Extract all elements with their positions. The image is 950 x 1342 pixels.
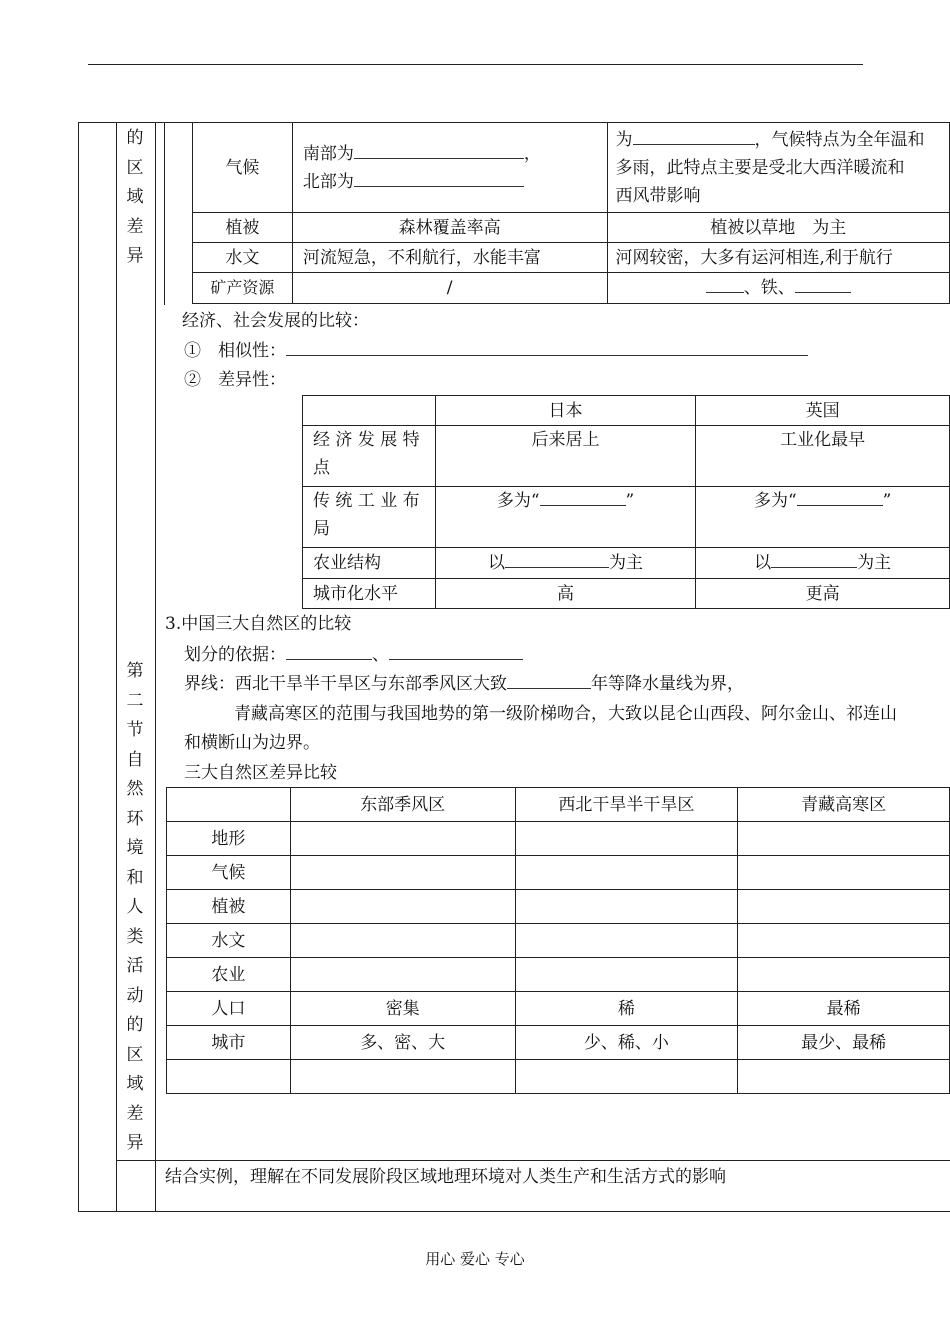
zones-header-cell: 青藏高寒区 — [738, 788, 950, 822]
japan-industry-blank[interactable] — [540, 489, 626, 506]
japan-agri-blank[interactable] — [505, 551, 609, 568]
zones-cell[interactable] — [290, 890, 515, 924]
vertical-char: 差 — [126, 1103, 144, 1124]
header-japan: 日本 — [435, 396, 696, 426]
zones-cell[interactable] — [738, 1060, 950, 1094]
table-row — [303, 548, 950, 579]
suffix: 为主 — [609, 553, 644, 573]
vertical-char: 域 — [126, 1074, 144, 1094]
zones-cell[interactable] — [290, 856, 515, 890]
zones-cell[interactable] — [515, 924, 738, 958]
table-header-row — [303, 396, 950, 426]
zones-row-label: 人口 — [167, 992, 291, 1026]
mineral-middle: / — [292, 273, 607, 304]
frame-inner-left — [164, 122, 165, 305]
uk-industry — [696, 487, 950, 548]
zones-cell[interactable] — [290, 958, 515, 992]
zones-cell[interactable] — [290, 924, 515, 958]
boundary-row — [184, 670, 744, 698]
difference-label: ② 差异性： — [184, 370, 286, 390]
prefix: 多为“ — [753, 491, 797, 511]
vertical-char: 动 — [126, 985, 144, 1006]
header-blank — [303, 396, 436, 426]
climate-blank[interactable] — [633, 128, 755, 145]
table-row — [167, 924, 950, 958]
qz-line2: 和横断山为边界。 — [184, 733, 320, 753]
frame-col2 — [155, 122, 156, 1212]
japan-uk-table — [302, 395, 950, 609]
table-row — [303, 426, 950, 487]
page-footer: 用心 爱心 专心 — [425, 1250, 525, 1268]
uk-industry-blank[interactable] — [797, 489, 883, 506]
vertical-char: 的 — [126, 1015, 144, 1035]
frame-left — [78, 122, 79, 1212]
south-blank[interactable] — [354, 142, 524, 159]
table-row — [167, 890, 950, 924]
boundary-a: 界线：西北干旱半干旱区与东部季风区大致 — [184, 674, 507, 694]
zones-cell[interactable] — [515, 856, 738, 890]
basis-blank-2[interactable] — [389, 643, 523, 660]
label-line1: 传 统 工 业 布 — [313, 491, 420, 511]
section-label-top — [117, 124, 153, 272]
hydrology-middle: 河流短急，不利航行，水能丰富 — [292, 243, 607, 273]
similarity-label: ① 相似性： — [184, 341, 286, 361]
table-row — [167, 856, 950, 890]
row-label-hydrology: 水文 — [193, 243, 293, 273]
vertical-char: 域 — [126, 187, 144, 207]
frame-note-divider — [116, 1160, 950, 1161]
zones-header-cell — [167, 788, 291, 822]
vertical-char: 二 — [126, 690, 144, 711]
label-econ-feature — [303, 426, 436, 487]
table-row — [167, 1026, 950, 1060]
vertical-char: 然 — [126, 779, 144, 799]
table-row — [303, 579, 950, 609]
label-urbanization: 城市化水平 — [303, 579, 436, 609]
china-heading: 3.中国三大自然区的比较 — [165, 614, 352, 634]
natural-compare-table — [192, 122, 950, 304]
vertical-char: 异 — [126, 1133, 144, 1153]
label-line2: 点 — [313, 458, 330, 478]
zones-row-label — [167, 1060, 291, 1094]
mineral-blank-1[interactable] — [706, 276, 744, 293]
japan-urbanization: 高 — [435, 579, 696, 609]
basis-sep: 、 — [372, 645, 389, 665]
table-row — [193, 123, 950, 213]
hydrology-right: 河网较密，大多有运河相连,利于航行 — [607, 243, 950, 273]
japan-industry — [435, 487, 696, 548]
vertical-char: 环 — [126, 808, 144, 829]
mineral-sep: 、铁、 — [743, 278, 795, 298]
boundary-blank[interactable] — [507, 672, 591, 689]
suffix: ” — [882, 491, 892, 511]
zones-header-cell: 西北干旱半干旱区 — [515, 788, 738, 822]
japan-agriculture — [435, 548, 696, 579]
zones-cell[interactable]: 少、稀、小 — [515, 1026, 738, 1060]
zones-cell[interactable] — [738, 958, 950, 992]
vertical-char: 人 — [126, 897, 144, 917]
row-label-climate: 气候 — [193, 123, 293, 213]
basis-blank-1[interactable] — [286, 643, 372, 660]
vertical-char: 和 — [126, 867, 144, 888]
vegetation-middle: 森林覆盖率高 — [292, 213, 607, 243]
vertical-char: 的 — [126, 128, 144, 148]
row-label-mineral: 矿产资源 — [193, 273, 293, 304]
climate-prefix: 为 — [615, 129, 633, 150]
zones-cell[interactable]: 最稀 — [738, 992, 950, 1026]
zones-cell[interactable] — [515, 822, 738, 856]
climate-rest: ，气候特点为全年温和 — [754, 129, 925, 150]
zones-cell[interactable] — [738, 822, 950, 856]
uk-econ: 工业化最早 — [696, 426, 950, 487]
zones-table — [166, 787, 950, 1094]
basis-label: 划分的依据： — [184, 645, 286, 665]
table-row — [167, 822, 950, 856]
vertical-char: 第 — [126, 661, 144, 681]
boundary-b: 年等降水量线为界， — [591, 674, 744, 694]
zones-cell[interactable] — [515, 890, 738, 924]
vertical-char: 异 — [126, 246, 144, 266]
zones-cell[interactable] — [515, 958, 738, 992]
table-row — [193, 213, 950, 243]
suffix: 为主 — [857, 553, 892, 573]
section-label-bottom — [117, 657, 153, 1159]
table-header-row — [167, 788, 950, 822]
prefix: 以 — [488, 553, 506, 573]
zones-cell[interactable] — [738, 856, 950, 890]
vertical-char: 境 — [126, 838, 144, 858]
zones-cell[interactable]: 密集 — [290, 992, 515, 1026]
vertical-char: 活 — [126, 956, 144, 976]
zones-row-label: 水文 — [167, 924, 291, 958]
prefix: 多为“ — [496, 491, 540, 511]
vertical-char: 自 — [126, 749, 144, 770]
zones-row-label: 气候 — [167, 856, 291, 890]
zones-cell[interactable] — [290, 1060, 515, 1094]
similarity-row — [184, 337, 808, 365]
table-row — [193, 273, 950, 304]
vertical-char: 区 — [126, 1044, 144, 1065]
climate-line2: 多雨，此特点主要是受北大西洋暖流和 — [615, 157, 905, 178]
north-blank[interactable] — [354, 170, 524, 187]
vertical-char: 差 — [126, 216, 144, 237]
zones-header-cell: 东部季风区 — [290, 788, 515, 822]
suffix: ” — [625, 491, 635, 511]
row-label-vegetation: 植被 — [193, 213, 293, 243]
south-label: 南部为 — [302, 143, 354, 164]
vegetation-right: 植被以草地 为主 — [607, 213, 950, 243]
label-industry-layout — [303, 487, 436, 548]
qz-line1: 青藏高寒区的范围与我国地势的第一级阶梯吻合，大致以昆仑山西段、阿尔金山、祁连山 — [234, 704, 897, 724]
table-row — [303, 487, 950, 548]
label-line1: 经 济 发 展 特 — [313, 430, 420, 450]
zones-cell[interactable]: 多、密、大 — [290, 1026, 515, 1060]
uk-agri-blank[interactable] — [771, 551, 857, 568]
japan-econ: 后来居上 — [435, 426, 696, 487]
zones-cell[interactable] — [290, 822, 515, 856]
zones-cell[interactable]: 稀 — [515, 992, 738, 1026]
frame-bottom — [78, 1211, 950, 1212]
bottom-note: 结合实例，理解在不同发展阶段区域地理环境对人类生产和生活方式的影响 — [165, 1167, 726, 1187]
header-rule — [88, 64, 863, 65]
uk-urbanization: 更高 — [696, 579, 950, 609]
climate-line3: 西风带影响 — [615, 185, 701, 206]
comma: ， — [523, 143, 541, 164]
mineral-blank-2[interactable] — [795, 276, 851, 293]
label-agriculture: 农业结构 — [303, 548, 436, 579]
zones-table-title: 三大自然区差异比较 — [184, 763, 337, 783]
vertical-char: 节 — [126, 720, 144, 740]
zones-row-label: 地形 — [167, 822, 291, 856]
zones-row-label: 城市 — [167, 1026, 291, 1060]
table-row — [167, 992, 950, 1026]
mineral-right — [607, 273, 950, 304]
header-uk: 英国 — [696, 396, 950, 426]
table-row — [193, 243, 950, 273]
climate-right — [607, 123, 950, 213]
label-line2: 局 — [313, 519, 330, 539]
vertical-char: 类 — [126, 926, 144, 947]
vertical-char: 区 — [126, 157, 144, 178]
zones-row-label: 农业 — [167, 958, 291, 992]
zones-cell[interactable] — [738, 924, 950, 958]
table-row — [167, 958, 950, 992]
table-row — [167, 1060, 950, 1094]
basis-row — [184, 641, 523, 669]
zones-row-label: 植被 — [167, 890, 291, 924]
north-label: 北部为 — [302, 171, 354, 192]
zones-cell[interactable] — [738, 890, 950, 924]
climate-middle — [292, 123, 607, 213]
econ-heading: 经济、社会发展的比较： — [182, 311, 369, 331]
uk-agriculture — [696, 548, 950, 579]
zones-cell[interactable]: 最少、最稀 — [738, 1026, 950, 1060]
similarity-blank[interactable] — [286, 339, 808, 356]
zones-cell[interactable] — [515, 1060, 738, 1094]
prefix: 以 — [754, 553, 772, 573]
